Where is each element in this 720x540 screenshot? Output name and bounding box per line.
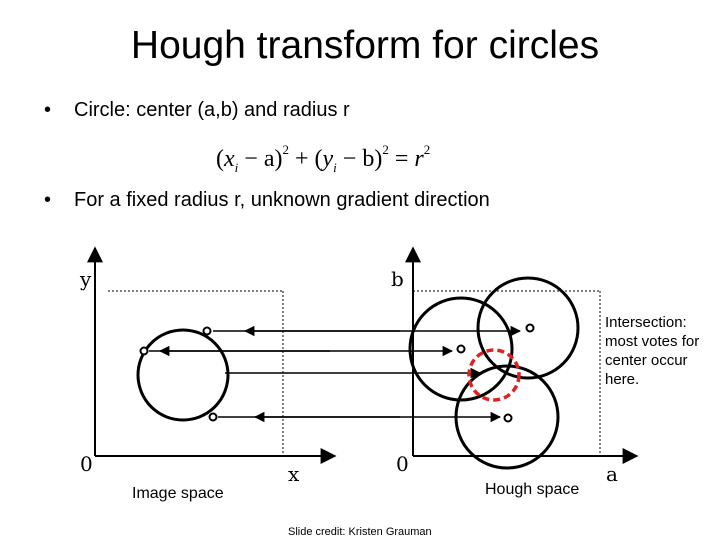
slide-credit: Slide credit: Kristen Grauman	[288, 526, 432, 538]
image-y-label: y	[80, 267, 92, 291]
edge-point	[204, 328, 211, 335]
bullet-dot: •	[44, 189, 52, 211]
slide-title: Hough transform for circles	[130, 24, 600, 67]
mapping-arrows	[149, 331, 520, 417]
hough-space-caption: Hough space	[485, 481, 580, 498]
edge-point	[141, 348, 148, 355]
vote-center-point	[458, 346, 465, 353]
intersection-annotation: Intersection: most votes for center occur here.	[605, 314, 700, 388]
hough-a-label: a	[606, 462, 618, 486]
image-space-caption: Image space	[132, 485, 224, 502]
hough-b-label: b	[391, 267, 404, 291]
image-x-label: x	[288, 462, 300, 486]
vote-center-point	[505, 415, 512, 422]
vote-center-point	[527, 325, 534, 332]
bullet-text: For a fixed radius r, unknown gradient direction	[74, 189, 490, 211]
image-circle-group	[138, 328, 228, 421]
edge-point	[210, 414, 217, 421]
bullet-dot: •	[44, 99, 52, 121]
image-space-axes	[79, 248, 335, 486]
image-origin-label: 0	[80, 452, 93, 476]
bullet-text: Circle: center (a,b) and radius r	[74, 99, 350, 121]
circle-equation: $(x_i - a)^2 + (y_i - b)^2 = r^2$	[216, 142, 431, 175]
image-circle	[138, 330, 228, 420]
hough-origin-label: 0	[396, 452, 409, 476]
